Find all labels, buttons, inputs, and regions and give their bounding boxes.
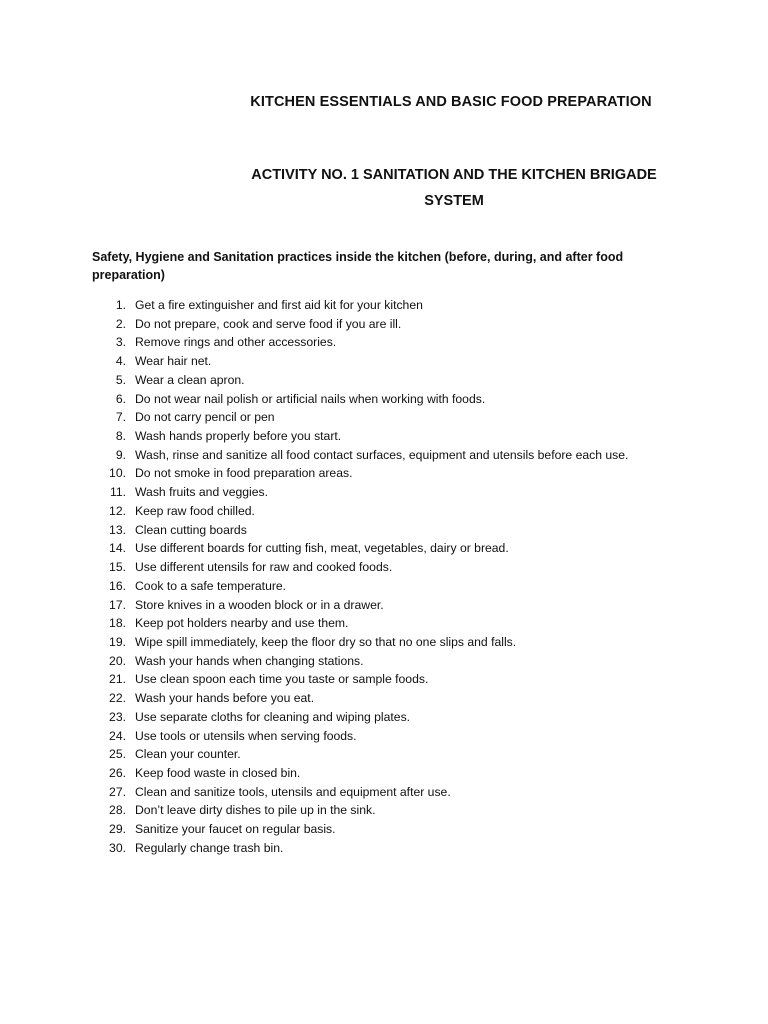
list-item-number: 13.: [109, 522, 126, 537]
list-item-text: Do not carry pencil or pen: [135, 410, 275, 425]
list-item: [92, 464, 692, 483]
activity-title-line-1: ACTIVITY NO. 1 SANITATION AND THE KITCHEN BRIGADE: [251, 167, 657, 183]
list-item-number: 18.: [109, 616, 126, 631]
list-item-number: 9.: [115, 447, 126, 462]
list-item-text: Store knives in a wooden block or in a drawer.: [135, 597, 384, 612]
list-item-text: Wear a clean apron.: [135, 372, 245, 387]
list-item-number: 19.: [109, 634, 126, 649]
list-item-text: Wash, rinse and sanitize all food contact surfaces, equipment and utensils before each use.: [135, 447, 629, 462]
list-item-number: 23.: [109, 709, 126, 724]
list-item-number: 29.: [109, 822, 126, 837]
list-item-text: Do not smoke in food preparation areas.: [135, 466, 353, 481]
list-item: [92, 446, 692, 465]
list-item: [92, 427, 692, 446]
list-item-text: Sanitize your faucet on regular basis.: [135, 822, 336, 837]
list-item-number: 22.: [109, 691, 126, 706]
list-item-text: Don’t leave dirty dishes to pile up in the sink.: [135, 803, 376, 818]
list-item: [92, 333, 692, 352]
list-item-number: 30.: [109, 840, 126, 855]
list-item: [92, 539, 692, 558]
list-item-text: Use clean spoon each time you taste or sample foods.: [135, 672, 429, 687]
list-item-text: Clean cutting boards: [135, 522, 247, 537]
list-item-number: 12.: [109, 503, 126, 518]
list-item: [92, 483, 692, 502]
list-item: [92, 371, 692, 390]
list-item: [92, 390, 692, 409]
list-item-text: Clean your counter.: [135, 747, 241, 762]
list-item-text: Wear hair net.: [135, 354, 212, 369]
list-item-number: 3.: [115, 335, 126, 350]
list-item-text: Keep raw food chilled.: [135, 503, 255, 518]
list-item: [92, 801, 692, 820]
list-item-text: Do not wear nail polish or artificial nails when working with foods.: [135, 391, 486, 406]
list-item-number: 27.: [109, 784, 126, 799]
list-item-text: Remove rings and other accessories.: [135, 335, 337, 350]
list-item-number: 7.: [115, 410, 126, 425]
list-item: [92, 820, 692, 839]
list-item-number: 26.: [109, 765, 126, 780]
list-item-text: Cook to a safe temperature.: [135, 578, 287, 593]
list-item-number: 5.: [115, 372, 126, 387]
list-item-number: 16.: [109, 578, 126, 593]
list-item: [92, 727, 692, 746]
list-item-text: Keep pot holders nearby and use them.: [135, 616, 349, 631]
list-item-number: 21.: [109, 672, 126, 687]
list-item: [92, 614, 692, 633]
list-item-number: 8.: [115, 429, 126, 444]
list-item-number: 2.: [115, 316, 126, 331]
list-item-text: Get a fire extinguisher and first aid kit for your kitchen: [135, 298, 423, 312]
list-item-number: 14.: [109, 541, 126, 556]
list-item: [92, 596, 692, 615]
list-item: [92, 352, 692, 371]
list-item: [92, 745, 692, 764]
list-item: [92, 315, 692, 334]
list-item-text: Use tools or utensils when serving foods.: [135, 728, 357, 743]
list-item: [92, 708, 692, 727]
list-item-number: 28.: [109, 803, 126, 818]
section-heading: Safety, Hygiene and Sanitation practices inside the kitchen (before, during, and after food preparation): [92, 250, 624, 282]
list-item: [92, 633, 692, 652]
list-item-text: Clean and sanitize tools, utensils and equipment after use.: [135, 784, 451, 799]
list-item-text: Use different boards for cutting fish, meat, vegetables, dairy or bread.: [135, 541, 509, 556]
list-item-text: Use separate cloths for cleaning and wiping plates.: [135, 709, 411, 724]
list-item-number: 1.: [115, 298, 126, 312]
list-item: [92, 652, 692, 671]
list-item-number: 10.: [109, 466, 126, 481]
list-item: [92, 521, 692, 540]
list-item-number: 17.: [109, 597, 126, 612]
list-item-number: 4.: [115, 354, 126, 369]
list-item-text: Wash your hands before you eat.: [135, 691, 315, 706]
list-item-text: Wash your hands when changing stations.: [135, 653, 364, 668]
list-item: [92, 670, 692, 689]
document-title: KITCHEN ESSENTIALS AND BASIC FOOD PREPARATION: [250, 94, 652, 110]
list-item: [92, 296, 692, 315]
list-item: [92, 689, 692, 708]
activity-title-line-2: SYSTEM: [424, 193, 484, 209]
list-item-text: Keep food waste in closed bin.: [135, 765, 301, 780]
list-item-number: 11.: [109, 485, 126, 500]
list-item-number: 24.: [109, 728, 126, 743]
list-item-number: 6.: [115, 391, 126, 406]
list-item: [92, 839, 692, 858]
list-item-text: Wash hands properly before you start.: [135, 429, 342, 444]
list-item-text: Wash fruits and veggies.: [135, 485, 268, 500]
list-item: [92, 764, 692, 783]
list-item: [92, 577, 692, 596]
list-item-text: Do not prepare, cook and serve food if you are ill.: [135, 316, 402, 331]
list-item: [92, 502, 692, 521]
activity-title: [230, 162, 678, 214]
list-item: [92, 783, 692, 802]
list-item-text: Use different utensils for raw and cooked foods.: [135, 560, 393, 575]
list-item: [92, 408, 692, 427]
list-item-number: 25.: [109, 747, 126, 762]
list-item-text: Wipe spill immediately, keep the floor dry so that no one slips and falls.: [135, 634, 517, 649]
list-item-number: 20.: [109, 653, 126, 668]
list-item-text: Regularly change trash bin.: [135, 840, 284, 855]
list-item: [92, 558, 692, 577]
list-item-number: 15.: [109, 560, 126, 575]
practices-list: [92, 296, 692, 858]
